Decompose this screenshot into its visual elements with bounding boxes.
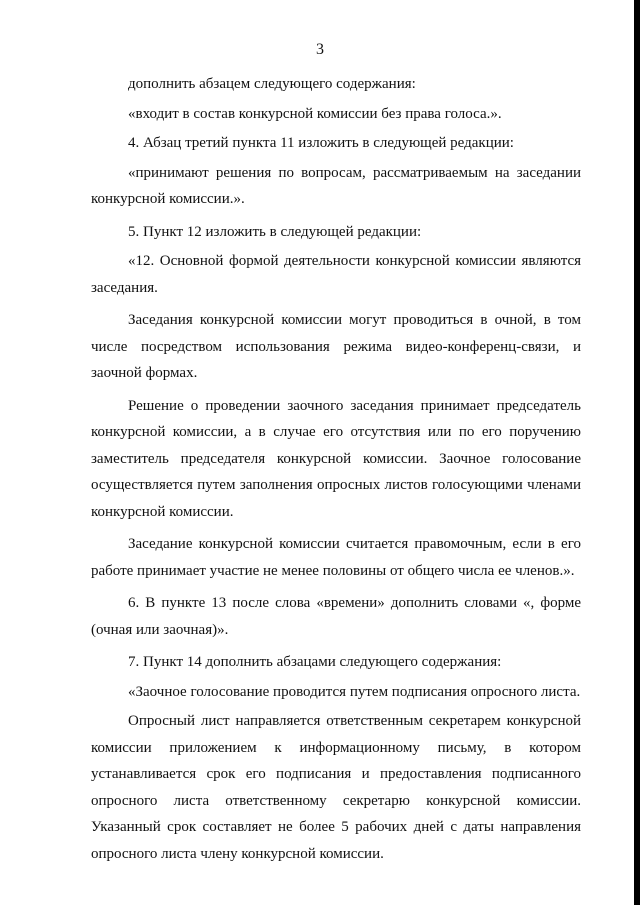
paragraph: 4. Абзац третий пункта 11 изложить в следующей редакции: xyxy=(128,135,514,151)
paragraph: 5. Пункт 12 изложить в следующей редакции: xyxy=(128,223,422,240)
paragraph: «Заочное голосование проводится путем подписания опросного листа. xyxy=(128,683,581,700)
paragraph: «принимают решения по вопросам, рассматриваемым на заседании конкурсной комиссии.». xyxy=(91,164,581,207)
paragraph: 6. В пункте 13 после слова «времени» дополнить словами «, форме (очная или заочная)». xyxy=(91,595,581,638)
paragraph: Решение о проведении заочного заседания принимает председатель конкурсной комиссии, а в случае его отсутствия или по его поручению заместитель председателя конкурсной комиссии. Заочное голосование осуществляется путем заполнения опросных листов голосующими членами конкурсной комиссии. xyxy=(91,397,581,520)
paragraph: дополнить абзацем следующего содержания: xyxy=(128,76,416,92)
paragraph: Заседание конкурсной комиссии считается правомочным, если в его работе принимает участие не менее половины от общего числа ее членов.». xyxy=(91,536,581,579)
paragraph: «входит в состав конкурсной комиссии без права голоса.». xyxy=(128,105,502,122)
paragraph: Опросный лист направляется ответственным секретарем конкурсной комиссии приложением к информационному письму, в котором устанавливается срок его подписания и предоставления подписанного опросного листа ответственному секретарю конкурсной комиссии. Указанный срок составляет не более 5 рабочих дней с даты направления опросного листа члену конкурсной комиссии. xyxy=(91,713,581,862)
page-number: 3 xyxy=(316,41,324,58)
document-body xyxy=(91,71,581,873)
paragraph: 7. Пункт 14 дополнить абзацами следующего содержания: xyxy=(128,654,502,670)
paragraph: «12. Основной формой деятельности конкурсной комиссии являются заседания. xyxy=(91,253,581,296)
paragraph: Заседания конкурсной комиссии могут проводиться в очной, в том числе посредством использования режима видео-конференц-связи, и заочной формах. xyxy=(91,312,581,381)
